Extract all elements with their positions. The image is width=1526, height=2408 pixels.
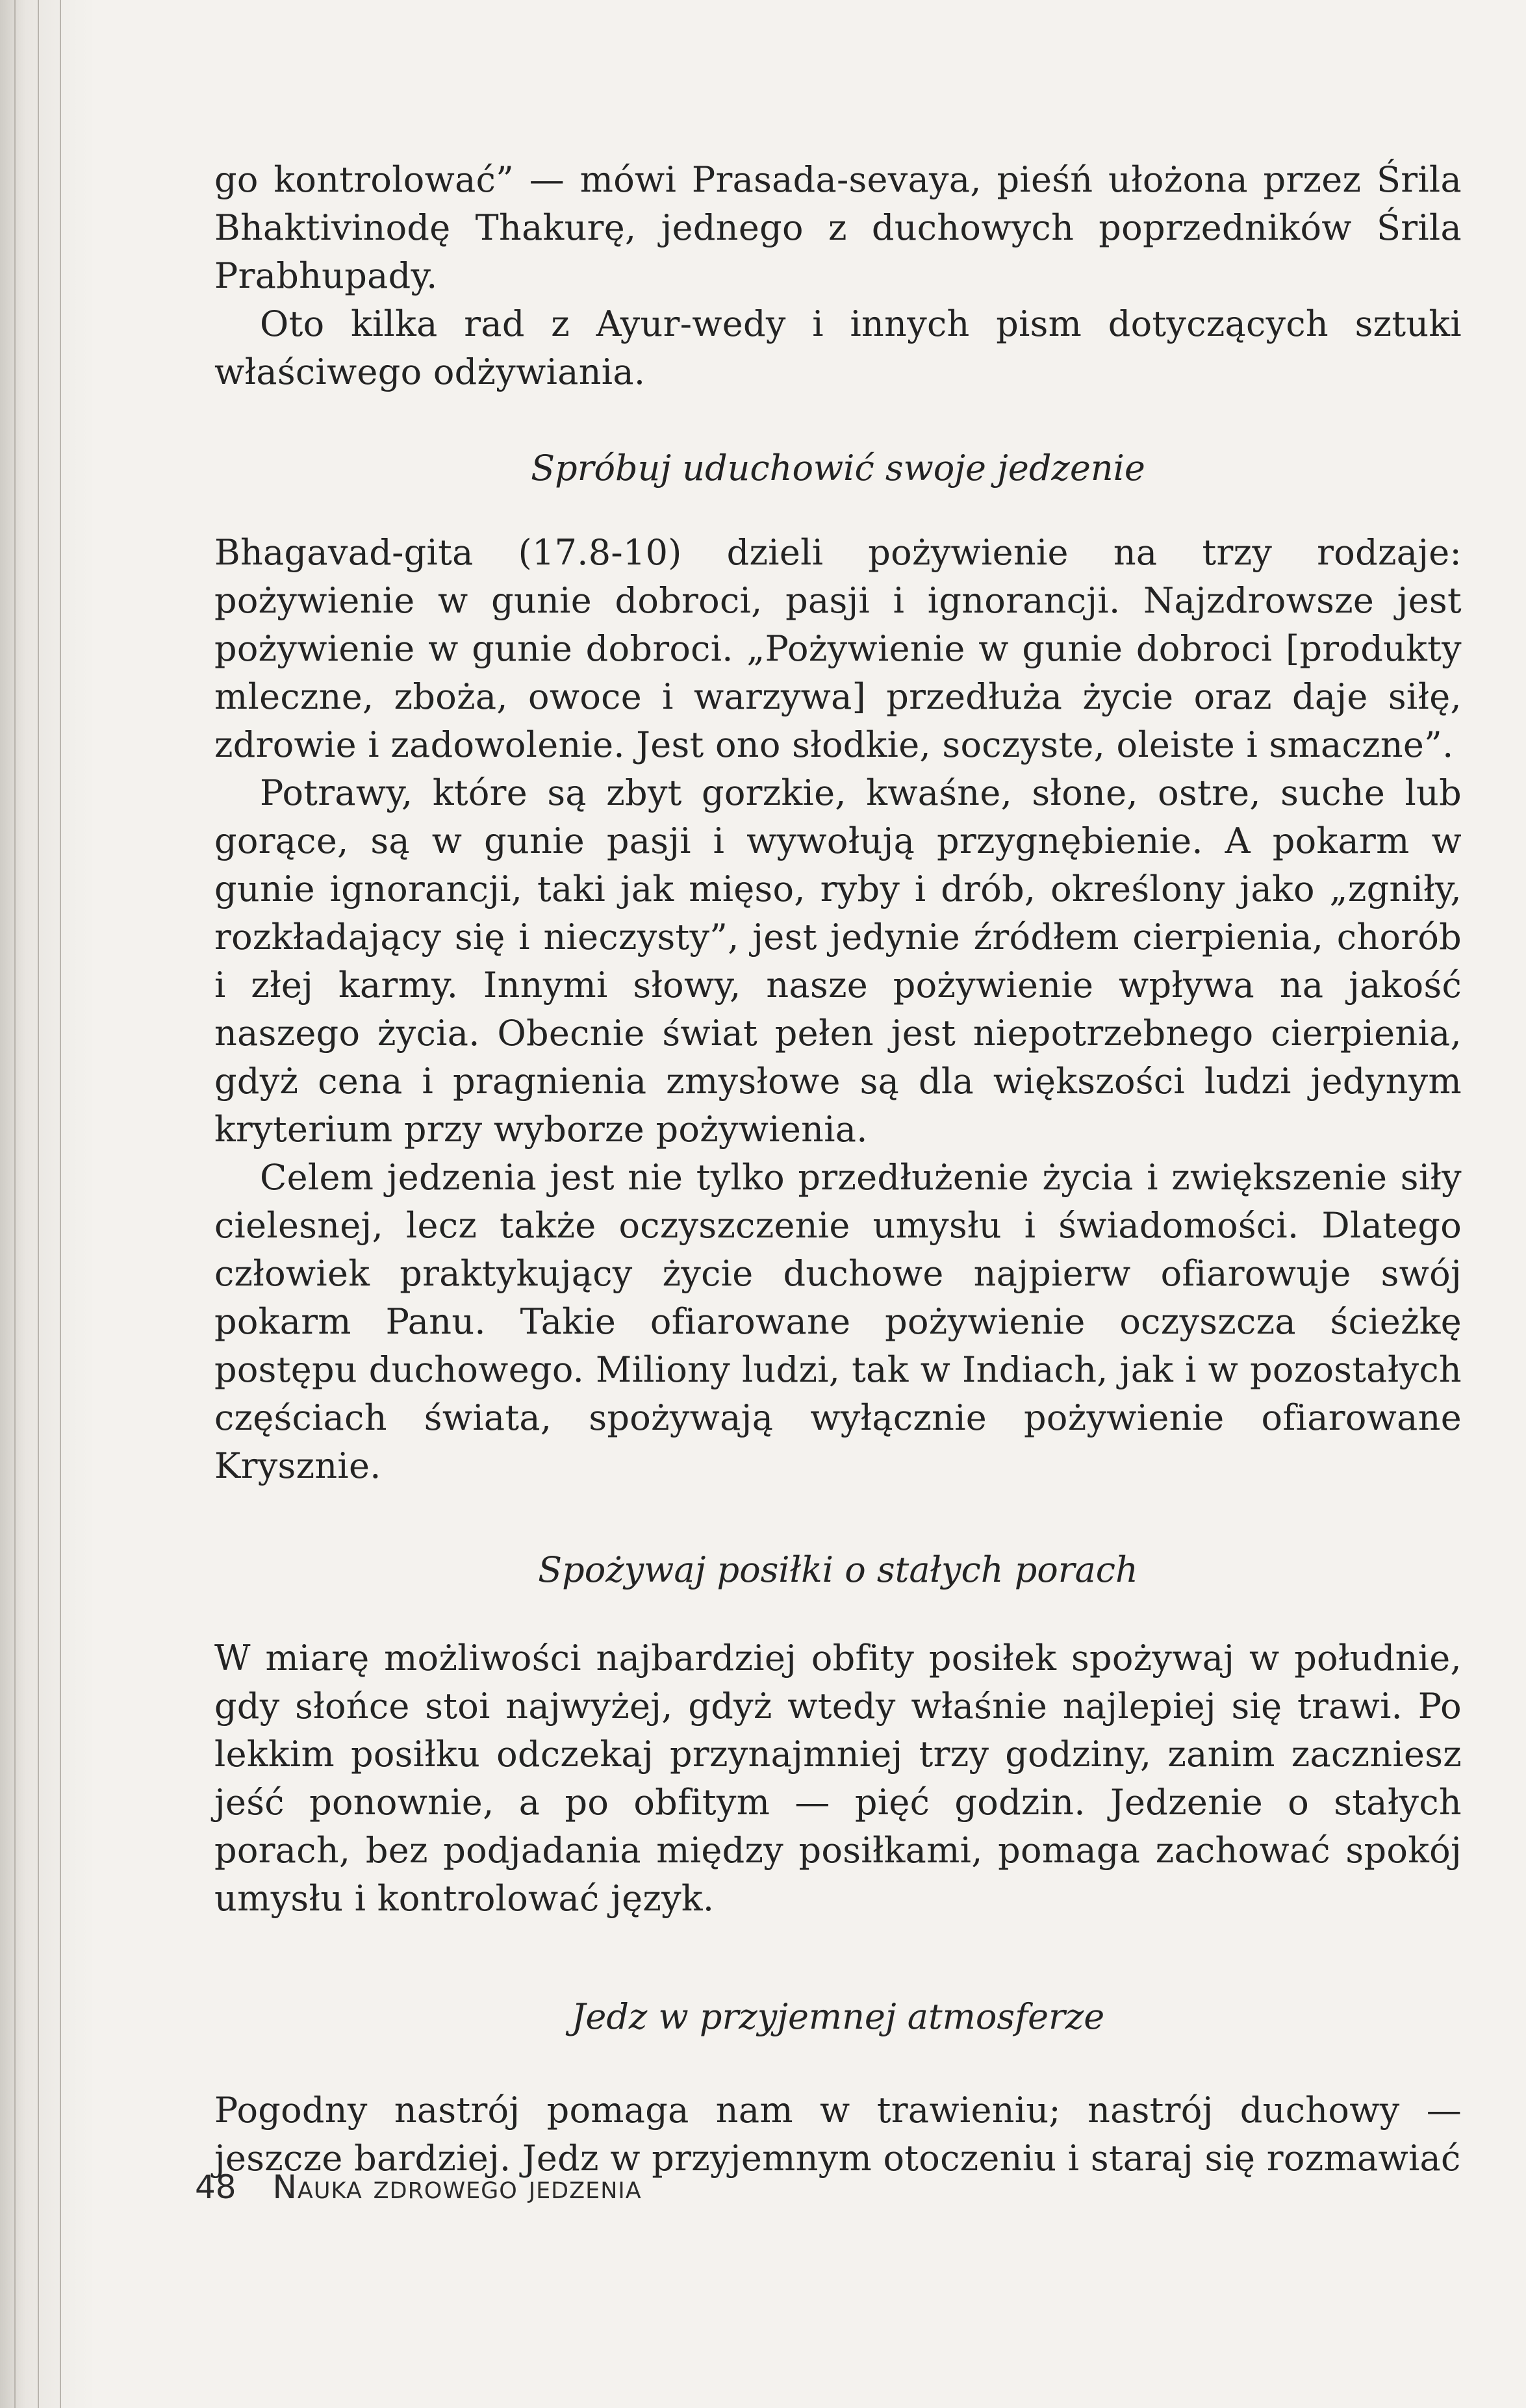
paragraph: Bhagavad-gita (17.8-10) dzieli pożywienie na trzy rodzaje: pożywienie w gunie dobroci, pasji i ignorancji. Najzdrowsze jest pożywienie w gunie dobroci. „Pożywienie w gunie dobroci [produkty mleczne, zboża, owoce i warzywa] przedłuża życie oraz daje siłę, zdrowie i zadowolenie. Jest ono słodkie, soczyste, oleiste i smaczne”. (214, 532, 1462, 765)
section-heading: Spróbuj uduchowić swoje jedzenie (531, 448, 1145, 488)
paragraph: Pogodny nastrój pomaga nam w trawieniu; nastrój duchowy — jeszcze bardziej. Jedz w przyjemnym otoczeniu i staraj się rozmawiać (214, 2090, 1462, 2179)
spine-line (60, 0, 61, 2408)
paragraph: W miarę możliwości najbardziej obfity posiłek spożywaj w południe, gdy słońce stoi najwyżej, gdyż wtedy właśnie najlepiej się trawi. Po lekkim posiłku odczekaj przynajmniej trzy godziny, zanim zaczniesz jeść ponownie, a po obfitym — pięć godzin. Jedzenie o stałych porach, bez podjadania między posiłkami, pomaga zachować spokój umysłu i kontrolować język. (214, 1638, 1462, 1919)
spine-line (14, 0, 16, 2408)
page-footer (195, 2168, 642, 2206)
paragraph: Celem jedzenia jest nie tylko przedłużenie życia i zwiększenie siły cielesnej, lecz także oczyszczenie umysłu i świadomości. Dlatego człowiek praktykujący życie duchowe najpierw ofiarowuje swój pokarm Panu. Takie ofiarowane pożywienie oczyszcza ścieżkę postępu duchowego. Miliony ludzi, tak w Indiach, jak i w pozostałych częściach świata, spożywają wyłącznie pożywienie ofiarowane Krysznie. (214, 1157, 1462, 1486)
spine-line (38, 0, 39, 2408)
running-title: Nauka zdrowego jedzenia (272, 2168, 642, 2206)
paragraph: Oto kilka rad z Ayur-wedy i innych pism dotyczących sztuki właściwego odżywiania. (214, 303, 1462, 392)
page-body (214, 156, 1462, 2183)
paragraph: Potrawy, które są zbyt gorzkie, kwaśne, słone, ostre, suche lub gorące, są w gunie pasji i wywołują przygnębienie. A pokarm w gunie ignorancji, taki jak mięso, ryby i drób, określony jako „zgniły, rozkładający się i nieczysty”, jest jedynie źródłem cierpienia, chorób i złej karmy. Innymi słowy, nasze pożywienie wpływa na jakość naszego życia. Obecnie świat pełen jest niepotrzebnego cierpienia, gdyż cena i pragnienia zmysłowe są dla większości ludzi jedynym kryterium przy wyborze pożywienia. (214, 772, 1462, 1150)
section-heading: Spożywaj posiłki o stałych porach (538, 1549, 1138, 1590)
section-heading: Jedz w przyjemnej atmosferze (571, 1996, 1105, 2037)
paragraph: go kontrolować” — mówi Prasada-sevaya, pieśń ułożona przez Śrila Bhaktivinodę Thakurę, jednego z duchowych poprzedników Śrila Prabhupady. (214, 159, 1462, 296)
page-number: 48 (195, 2168, 236, 2206)
